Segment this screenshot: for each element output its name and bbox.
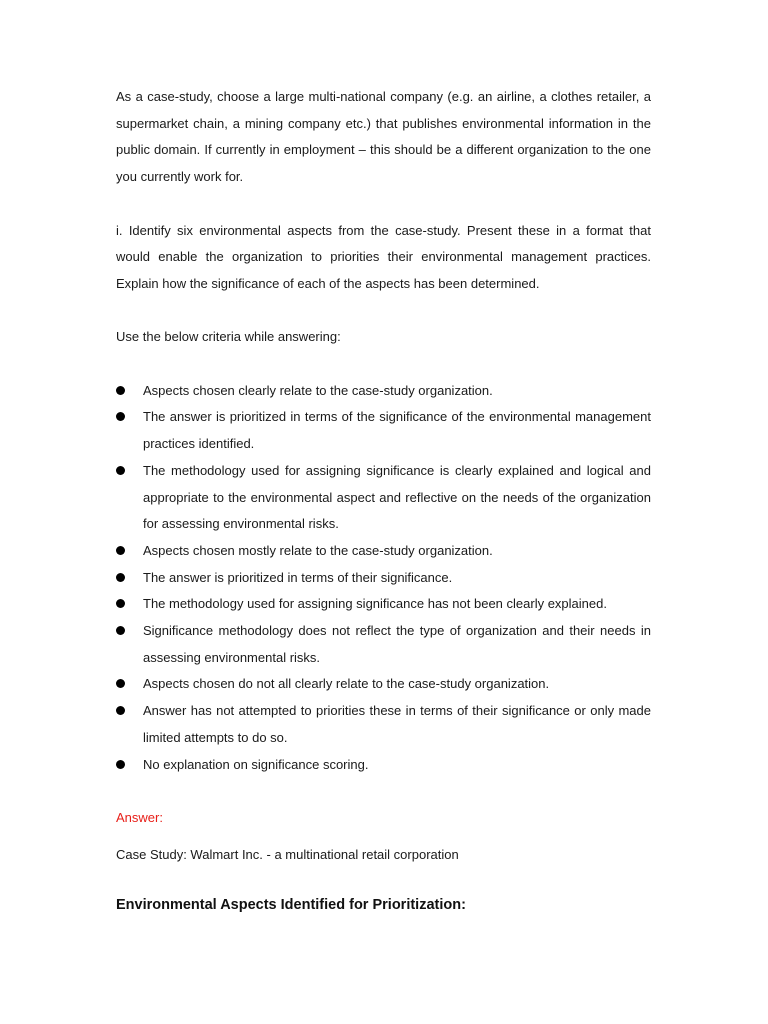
section-heading: Environmental Aspects Identified for Prioritization: bbox=[116, 897, 466, 914]
list-item: Answer has not attempted to priorities these in terms of their significance or only made limited attempts to do so. bbox=[116, 698, 651, 751]
bullet-icon bbox=[116, 546, 125, 555]
intro-paragraph: As a case-study, choose a large multi-national company (e.g. an airline, a clothes retailer, a supermarket chain, a mining company etc.) that publishes environmental information in the public domain. If currently in employment – this should be a different organization to the one you currently work for. bbox=[116, 89, 651, 185]
list-item: Aspects chosen clearly relate to the case-study organization. bbox=[116, 378, 651, 405]
case-study-line: Case Study: Walmart Inc. - a multinational retail corporation bbox=[116, 846, 459, 862]
list-item: Significance methodology does not reflect the type of organization and their needs in assessing environmental risks. bbox=[116, 618, 651, 671]
list-item: The methodology used for assigning significance has not been clearly explained. bbox=[116, 591, 651, 618]
bullet-icon bbox=[116, 626, 125, 635]
bullet-icon bbox=[116, 679, 125, 688]
list-item: No explanation on significance scoring. bbox=[116, 752, 651, 779]
task-paragraph: i. Identify six environmental aspects from the case-study. Present these in a format that would enable the organization to priorities their environmental management practices. Explain how the significance of each of the aspects has been determined. bbox=[116, 222, 651, 291]
bullet-icon bbox=[116, 706, 125, 715]
bullet-icon bbox=[116, 412, 125, 421]
criteria-intro: Use the below criteria while answering: bbox=[116, 329, 341, 345]
list-item: The answer is prioritized in terms of the significance of the environmental management practices identified. bbox=[116, 404, 651, 457]
list-item: The methodology used for assigning significance is clearly explained and logical and appropriate to the environmental aspect and reflective on the needs of the organization for assessing environmental risks. bbox=[116, 458, 651, 538]
list-item: The answer is prioritized in terms of their significance. bbox=[116, 565, 651, 592]
bullet-icon bbox=[116, 386, 125, 395]
answer-label: Answer: bbox=[116, 809, 163, 825]
criteria-list bbox=[116, 378, 651, 779]
bullet-icon bbox=[116, 466, 125, 475]
document-page bbox=[116, 84, 651, 918]
list-item: Aspects chosen do not all clearly relate to the case-study organization. bbox=[116, 671, 651, 698]
bullet-icon bbox=[116, 760, 125, 769]
list-item: Aspects chosen mostly relate to the case-study organization. bbox=[116, 538, 651, 565]
bullet-icon bbox=[116, 573, 125, 582]
bullet-icon bbox=[116, 599, 125, 608]
